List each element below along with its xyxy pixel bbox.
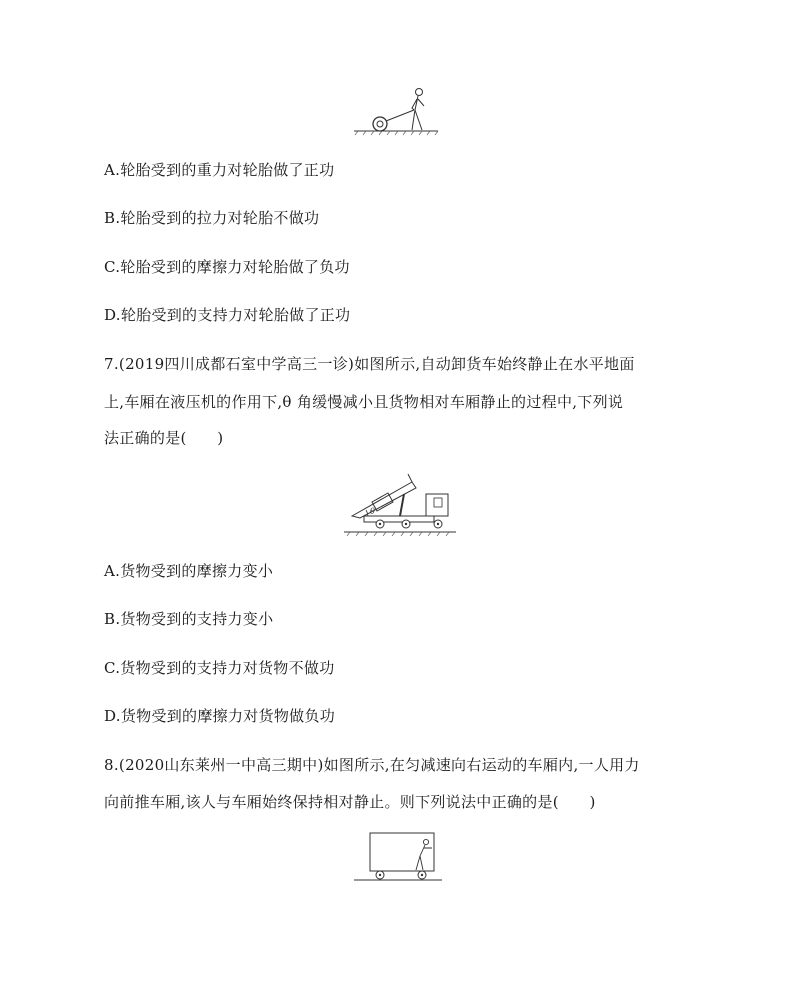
train-car-diagram — [352, 830, 444, 886]
tire-pulling-diagram — [352, 84, 442, 136]
q6-option-b: B.轮胎受到的拉力对轮胎不做功 — [104, 209, 320, 227]
theta-label: θ — [370, 507, 375, 516]
q7-stem-line-3: 法正确的是( ) — [104, 429, 224, 447]
q7-stem-line-1: 7.(2019四川成都石室中学高三一诊)如图所示,自动卸货车始终静止在水平地面 — [104, 355, 635, 373]
tire-pulling-figure — [352, 84, 442, 136]
q6-option-a: A.轮胎受到的重力对轮胎做了正功 — [104, 161, 335, 179]
dump-truck-figure — [342, 466, 460, 538]
dump-truck-diagram — [342, 466, 460, 538]
q7-option-d: D.货物受到的摩擦力对货物做负功 — [104, 707, 336, 725]
q8-stem-line-2: 向前推车厢,该人与车厢始终保持相对静止。则下列说法中正确的是( ) — [104, 793, 596, 811]
q6-option-d: D.轮胎受到的支持力对轮胎做了正功 — [104, 306, 351, 324]
q7-option-a: A.货物受到的摩擦力变小 — [104, 562, 274, 580]
q7-stem-line-2: 上,车厢在液压机的作用下,θ 角缓慢减小且货物相对车厢静止的过程中,下列说 — [104, 393, 624, 411]
q7-option-c: C.货物受到的支持力对货物不做功 — [104, 659, 335, 677]
q8-stem-line-1: 8.(2020山东莱州一中高三期中)如图所示,在匀减速向右运动的车厢内,一人用力 — [104, 756, 640, 774]
q6-option-c: C.轮胎受到的摩擦力对轮胎做了负功 — [104, 258, 350, 276]
q7-option-b: B.货物受到的支持力变小 — [104, 610, 274, 628]
train-car-figure — [352, 830, 444, 886]
